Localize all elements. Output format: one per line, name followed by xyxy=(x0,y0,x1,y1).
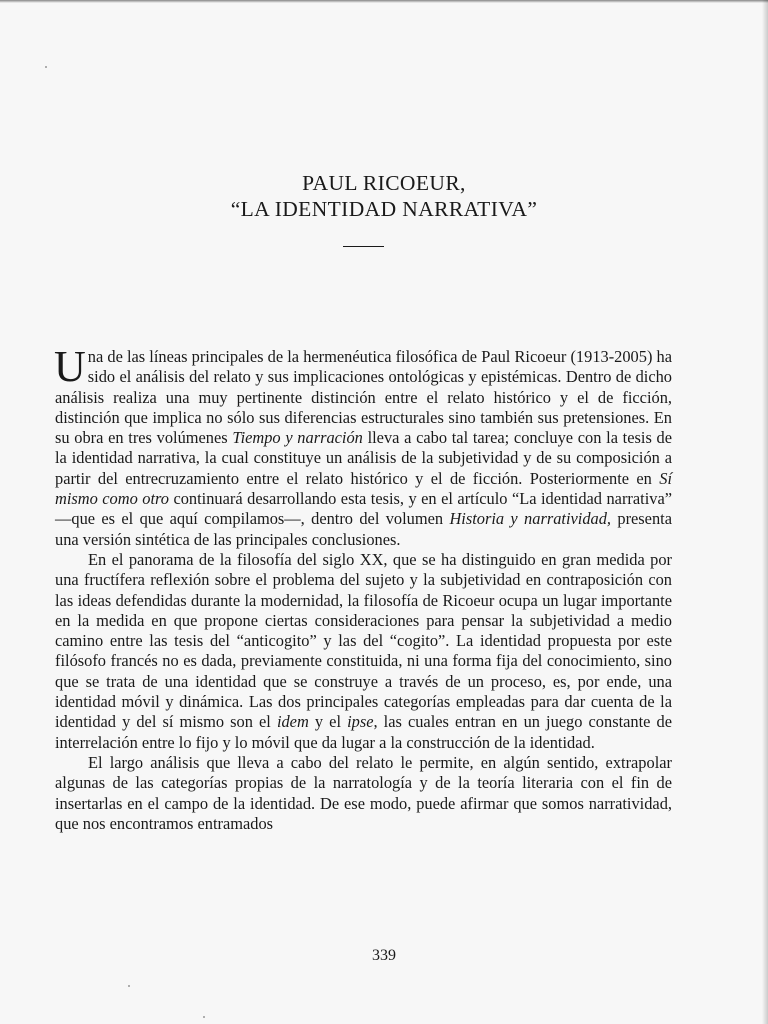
paragraph-1 xyxy=(54,342,672,550)
chapter-title-author: PAUL RICOEUR, xyxy=(302,171,466,195)
paragraph-2-text-a: En el panorama de la filosofía del siglo XX, que se ha distinguido en gran medida por una fructífera reflexión sobre el problema del sujeto y la subjetividad en contraposición con las ideas defendidas durante la modernidad, la filosofía de Ricoeur ocupa un lugar importante en la medida en que propone ciertas consideraciones para pensar la subjetividad a medio camino entre las tesis del “anticogito” y las del “cogito”. La identidad propuesta por este filósofo francés no es dada, previamente constituida, ni una forma fija del conocimiento, sino que se trata de una identidad que se construye a través de un proceso, es, por ende, una identidad móvil y dinámica. Las dos principales categorías empleadas para dar cuenta de la identidad y del sí mismo son el xyxy=(55,549,672,732)
drop-cap: U xyxy=(54,342,86,391)
paragraph-1-text-d: presenta una versión sintética de las principales conclusiones. xyxy=(55,509,672,549)
paragraph-1-text-c: continuará desarrollando esta tesis, y en el artículo “La identidad narrativa” —que es el que aquí compilamos—, dentro del volumen xyxy=(55,489,672,529)
italic-term-ipse: ipse xyxy=(347,712,374,732)
italic-title-si-mismo-como-otro: Sí mismo como otro xyxy=(55,468,672,509)
paragraph-2-text-b: y el xyxy=(308,712,348,732)
paragraph-2-text-c: , las cuales entran en un juego constante de interrelación entre lo fijo y lo móvil que da lugar a la construcción de la identidad. xyxy=(55,712,672,752)
chapter-title-work: “LA IDENTIDAD NARRATIVA” xyxy=(230,197,538,221)
scan-speck xyxy=(203,1016,205,1018)
scan-speck xyxy=(45,66,47,68)
paragraph-2 xyxy=(55,550,672,753)
paragraph-3 xyxy=(55,753,672,834)
paragraph-1-text-a: na de las líneas principales de la hermenéutica filosófica de Paul Ricoeur (1913-2005) ha sido el análisis del relato y sus implicaciones ontológicas y epistémicas. Dentro de dicho análisis realiza una muy pertinente distinción entre el relato histórico y el de ficción, distinción que implica no sólo sus diferencias estructurales sino también sus pretensiones. En su obra en tres volúmenes xyxy=(55,347,672,448)
scan-speck xyxy=(128,985,130,987)
italic-title-historia-y-narratividad: Historia y narratividad, xyxy=(449,509,612,529)
paragraph-3-text: El largo análisis que lleva a cabo del relato le permite, en algún sentido, extrapolar algunas de las categorías propias de la narratología y de la teoría literaria con el fin de insertarlas en el campo de la identidad. De ese modo, puede afirmar que somos narratividad, que nos encontramos entramados xyxy=(55,752,672,833)
body-text xyxy=(54,342,672,834)
paragraph-1-text-b: lleva a cabo tal tarea; concluye con la tesis de la identidad narrativa, la cual constituye un análisis de la subjetividad y de su composición a partir del entrecruzamiento entre el relato histórico y el de ficción. Posteriormente en xyxy=(55,428,672,488)
page-number: 339 xyxy=(372,947,396,964)
scan-edge-right xyxy=(762,0,768,1024)
italic-title-tiempo-y-narracion: Tiempo y narración xyxy=(232,428,363,448)
italic-term-idem: idem xyxy=(276,712,309,732)
scan-edge-top xyxy=(0,0,768,3)
title-divider xyxy=(343,246,384,247)
